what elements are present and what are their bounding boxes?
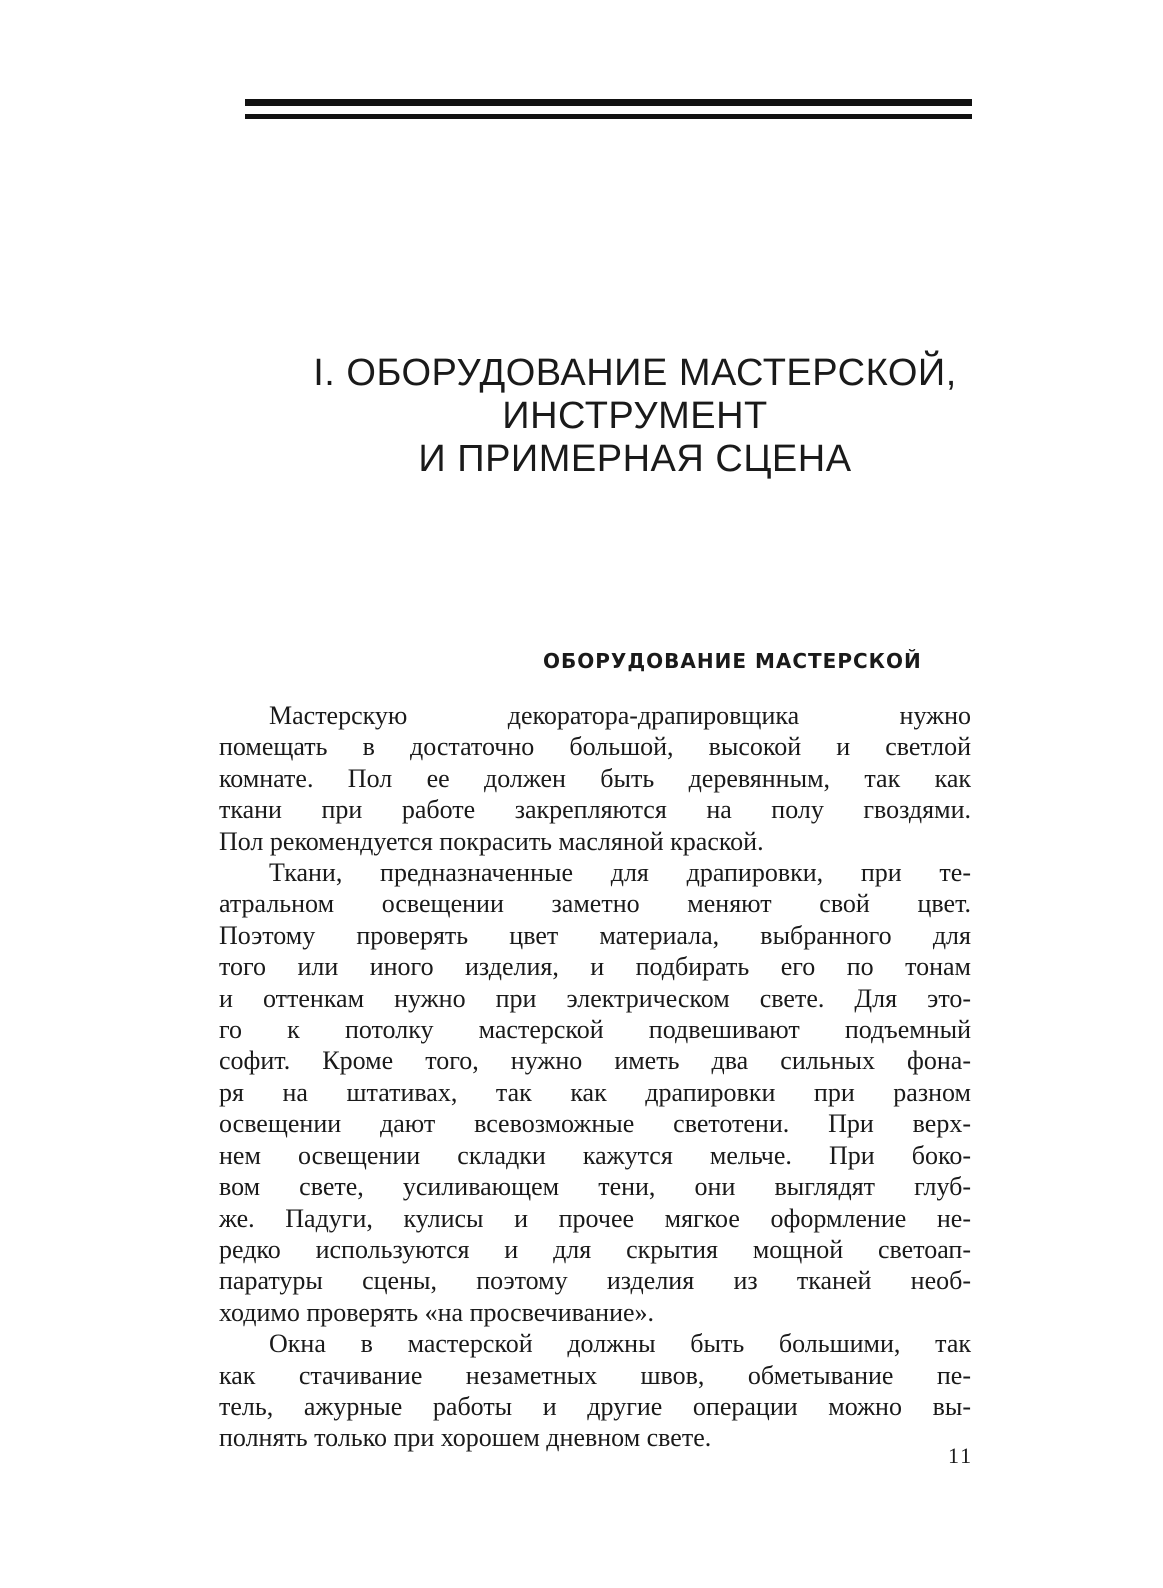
body-text bbox=[219, 700, 971, 1454]
text-line: комнате. Пол ее должен быть деревянным, так как bbox=[219, 763, 971, 793]
text-line: Поэтому проверять цвет материала, выбранного для bbox=[219, 920, 971, 950]
section-heading: ОБОРУДОВАНИЕ МАСТЕРСКОЙ bbox=[543, 649, 922, 673]
chapter-title-line-3: И ПРИМЕРНАЯ СЦЕНА bbox=[418, 438, 852, 480]
text-line: вом свете, усиливающем тени, они выглядят глуб- bbox=[219, 1172, 971, 1202]
text-line: ходимо проверять «на просвечивание». bbox=[219, 1297, 655, 1327]
text-line: Ткани, предназначенные для драпировки, при те- bbox=[269, 858, 971, 888]
top-rule-thin bbox=[245, 114, 972, 119]
paragraph-3 bbox=[219, 1328, 971, 1454]
text-line: ткани при работе закрепляются на полу гвоздями. bbox=[219, 795, 971, 825]
text-line: Мастерскую декоратора-драпировщика нужно bbox=[269, 701, 971, 730]
text-line: освещении дают всевозможные светотени. При верх- bbox=[219, 1109, 971, 1139]
text-line: Окна в мастерской должны быть большими, так bbox=[269, 1329, 971, 1359]
text-line: и оттенкам нужно при электрическом свете. Для это- bbox=[219, 983, 971, 1013]
text-line: как стачивание незаметных швов, обметывание пе- bbox=[219, 1360, 971, 1390]
text-line: Пол рекомендуется покрасить масляной краской. bbox=[219, 826, 764, 856]
text-line: же. Падуги, кулисы и прочее мягкое оформление не- bbox=[219, 1203, 971, 1233]
page-number: 11 bbox=[948, 1443, 974, 1468]
text-line: паратуры сцены, поэтому изделия из тканей необ- bbox=[219, 1266, 971, 1296]
paragraph-2 bbox=[219, 857, 971, 1328]
paragraph-1 bbox=[219, 700, 971, 857]
text-line: софит. Кроме того, нужно иметь два сильных фона- bbox=[219, 1046, 971, 1076]
chapter-title-line-2: ИНСТРУМЕНТ bbox=[502, 395, 768, 437]
text-line: того или иного изделия, и подбирать его по тонам bbox=[219, 952, 971, 982]
text-line: полнять только при хорошем дневном свете. bbox=[219, 1423, 712, 1453]
text-line: редко используются и для скрытия мощной светоап- bbox=[219, 1234, 971, 1264]
text-line: атральном освещении заметно меняют свой цвет. bbox=[219, 889, 971, 919]
text-line: го к потолку мастерской подвешивают подъемный bbox=[219, 1015, 971, 1045]
chapter-title-line-1: I. ОБОРУДОВАНИЕ МАСТЕРСКОЙ, bbox=[313, 352, 957, 394]
text-line: ря на штативах, так как драпировки при разном bbox=[219, 1077, 971, 1107]
chapter-title bbox=[240, 352, 1030, 481]
text-line: нем освещении складки кажутся мельче. При боко- bbox=[219, 1140, 971, 1170]
text-line: помещать в достаточно большой, высокой и светлой bbox=[219, 732, 971, 762]
text-line: тель, ажурные работы и другие операции можно вы- bbox=[219, 1391, 971, 1421]
top-rule-thick bbox=[245, 99, 972, 106]
